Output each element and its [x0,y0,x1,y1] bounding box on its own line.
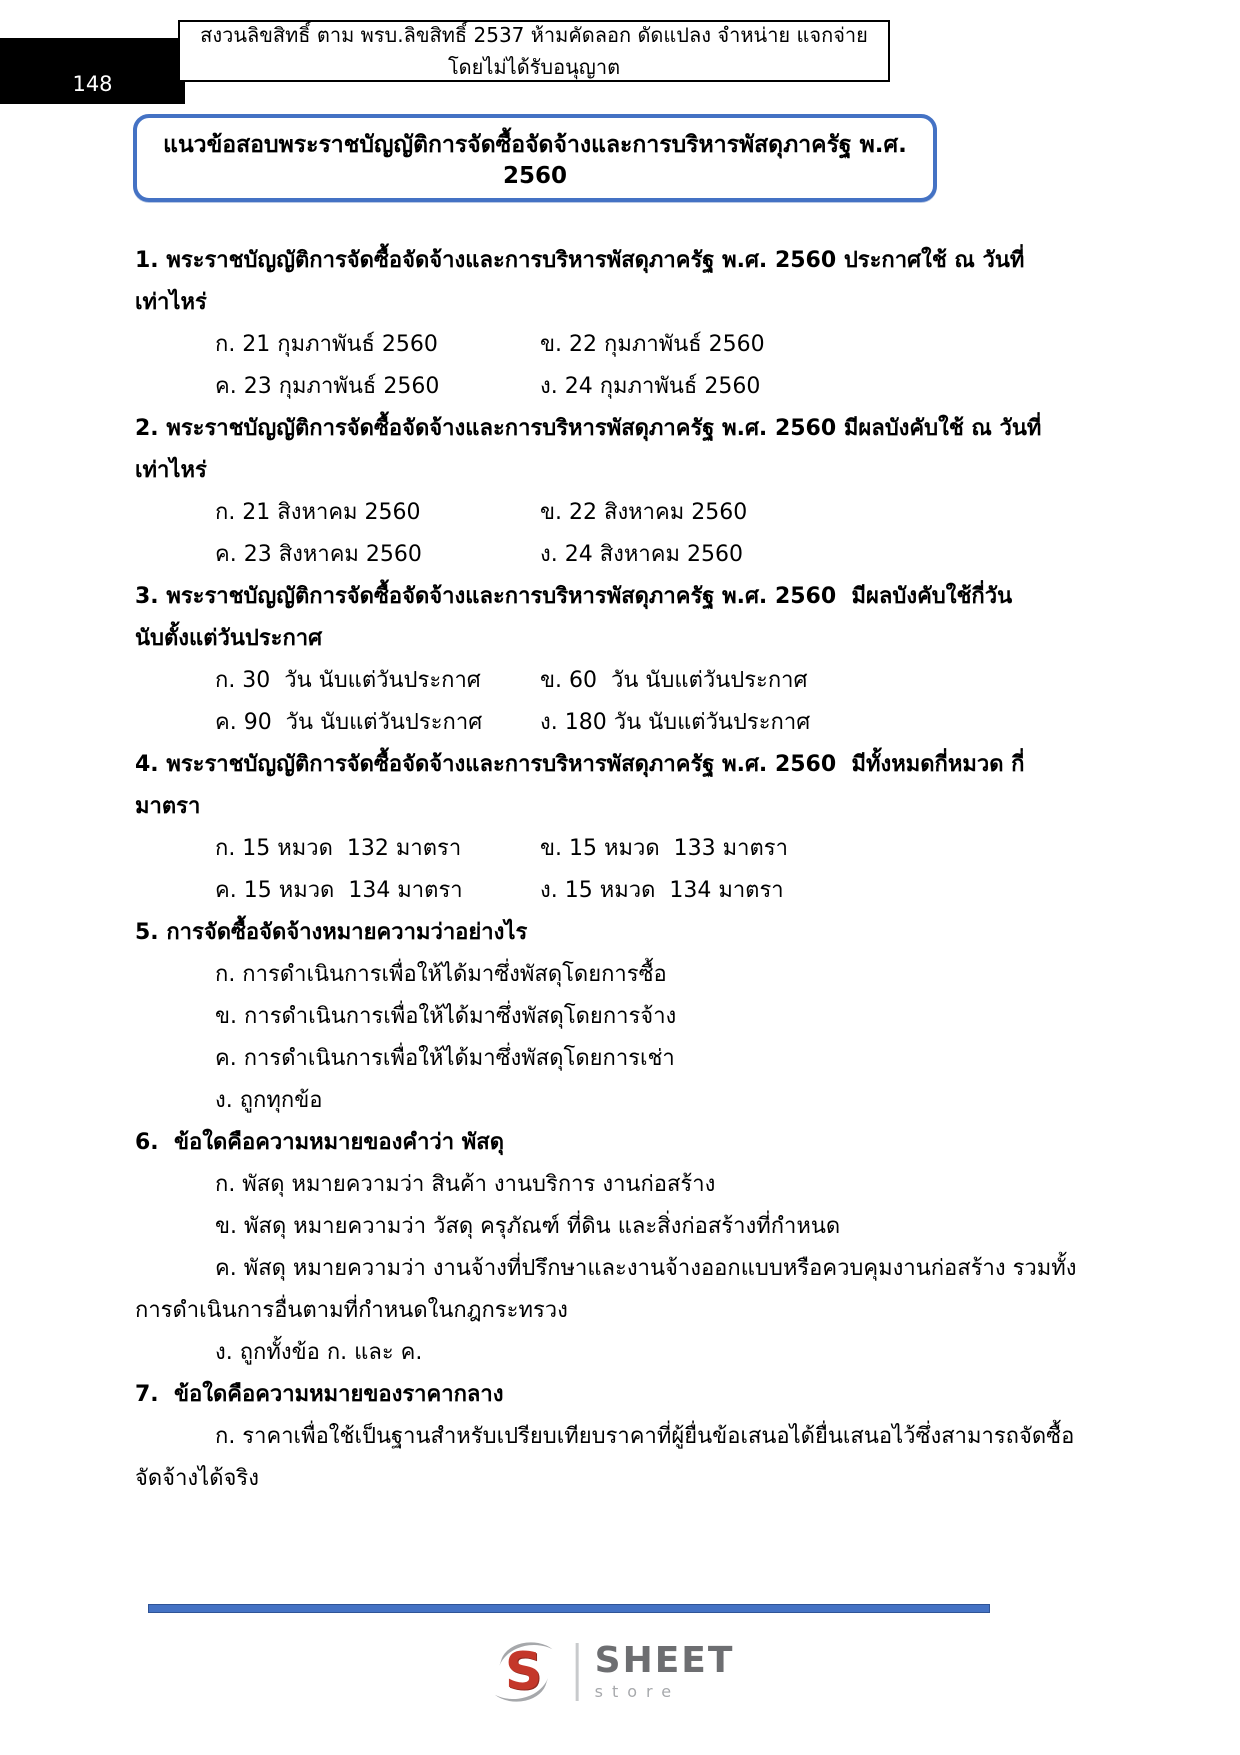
question-text [135,744,1105,828]
question-text [135,1122,1105,1164]
page-number: 148 [72,72,113,96]
answer-option-line: ก. 21 กุมภาพันธ์ 2560 [215,332,438,357]
answer-option-line: ง. 24 กุมภาพันธ์ 2560 [540,374,761,399]
answer-option [540,870,1105,912]
answer-option-line: ค. 90 วัน นับแต่วันประกาศ [215,710,483,735]
answer-option [540,366,1105,408]
logo-letter: S [504,1642,543,1702]
answer-option-line: ก. การดำเนินการเพื่อให้ได้มาซึ่งพัสดุโดยการซื้อ [215,962,667,987]
question-text-line: 7. ข้อใดคือความหมายของราคากลาง [135,1382,504,1407]
page-number-box [0,38,185,104]
answer-option [135,996,1105,1038]
question [135,1374,1105,1500]
question-text [135,408,1105,492]
answer-option [215,702,540,744]
question-text-line: เท่าไหร่ [135,290,207,315]
answer-option [540,702,1105,744]
answer-option-line: ก. 15 หมวด 132 มาตรา [215,836,462,861]
answer-option [135,1164,1105,1206]
question [135,1122,1105,1374]
copyright-notice-box [178,20,890,82]
answer-option [540,324,1105,366]
answer-option-line: ง. ถูกทั้งข้อ ก. และ ค. [215,1340,423,1365]
question [135,744,1105,912]
answer-option [215,660,540,702]
answer-option-line: ข. 22 สิงหาคม 2560 [540,500,748,525]
question [135,408,1105,576]
answer-option [540,828,1105,870]
answer-option-line: ค. 23 กุมภาพันธ์ 2560 [215,374,440,399]
question-options [135,828,1105,912]
answer-option [135,1416,1105,1500]
answer-option-line: ค. 15 หมวด 134 มาตรา [215,878,463,903]
question-options [135,954,1105,1122]
question-text-line: 3. พระราชบัญญัติการจัดซื้อจัดจ้างและการบริหารพัสดุภาครัฐ พ.ศ. 2560 มีผลบังคับใช้กี่วัน [135,584,1013,609]
answer-option [540,534,1105,576]
question-text-line: มาตรา [135,794,201,819]
answer-option [135,1038,1105,1080]
footer-divider [148,1604,990,1613]
question-text-line: 1. พระราชบัญญัติการจัดซื้อจัดจ้างและการบริหารพัสดุภาครัฐ พ.ศ. 2560 ประกาศใช้ ณ วันที่ [135,248,1025,273]
question-text-line: นับตั้งแต่วันประกาศ [135,626,323,651]
answer-option [215,324,540,366]
answer-option-line: ก. พัสดุ หมายความว่า สินค้า งานบริการ งานก่อสร้าง [215,1172,716,1197]
question [135,912,1105,1122]
logo-brand: SHEET [594,1640,735,1681]
answer-option-line: จัดจ้างได้จริง [135,1466,259,1491]
question-text-line: เท่าไหร่ [135,458,207,483]
answer-option-line: ง. 24 สิงหาคม 2560 [540,542,743,567]
answer-option-line: ข. การดำเนินการเพื่อให้ได้มาซึ่งพัสดุโดยการจ้าง [215,1004,677,1029]
question-text-line: 5. การจัดซื้อจัดจ้างหมายความว่าอย่างไร [135,920,528,945]
answer-option-line: ข. 15 หมวด 133 มาตรา [540,836,788,861]
question-text-line: 2. พระราชบัญญัติการจัดซื้อจัดจ้างและการบริหารพัสดุภาครัฐ พ.ศ. 2560 มีผลบังคับใช้ ณ วันที่ [135,416,1042,441]
question-options [135,1164,1105,1374]
sheet-store-logo [486,1634,735,1710]
answer-option-line: ง. 180 วัน นับแต่วันประกาศ [540,710,811,735]
questions [135,240,1105,1500]
answer-option [215,870,540,912]
question-text [135,1374,1105,1416]
question-text-line: 6. ข้อใดคือความหมายของคำว่า พัสดุ [135,1130,505,1155]
question [135,576,1105,744]
answer-option [135,954,1105,996]
question [135,240,1105,408]
answer-option [135,1248,1105,1332]
logo-divider [576,1643,579,1701]
answer-option-line: ง. ถูกทุกข้อ [215,1088,323,1113]
exam-title-box [133,114,937,202]
answer-option [215,366,540,408]
answer-option-line: ก. ราคาเพื่อใช้เป็นฐานสำหรับเปรียบเทียบราคาที่ผู้ยื่นข้อเสนอได้ยื่นเสนอไว้ซึ่งสามารถจัดซื้อ [215,1424,1075,1449]
answer-option [215,492,540,534]
answer-option [215,534,540,576]
question-options [135,1416,1105,1500]
answer-option-line: ก. 21 สิงหาคม 2560 [215,500,421,525]
question-options [135,660,1105,744]
answer-option [540,492,1105,534]
answer-option [135,1080,1105,1122]
answer-option-line: ก. 30 วัน นับแต่วันประกาศ [215,668,481,693]
answer-option-line: การดำเนินการอื่นตามที่กำหนดในกฎกระทรวง [135,1298,568,1323]
question-text [135,912,1105,954]
copyright-text: สงวนลิขสิทธิ์ ตาม พรบ.ลิขสิทธิ์ 2537 ห้ามคัดลอก ดัดแปลง จำหน่าย แจกจ่าย โดยไม่ได้รับอนุญาต [200,23,868,79]
answer-option-line: ข. 60 วัน นับแต่วันประกาศ [540,668,808,693]
question-text [135,576,1105,660]
answer-option-line: ข. พัสดุ หมายความว่า วัสดุ ครุภัณฑ์ ที่ดิน และสิ่งก่อสร้างที่กำหนด [215,1214,841,1239]
question-text-line: 4. พระราชบัญญัติการจัดซื้อจัดจ้างและการบริหารพัสดุภาครัฐ พ.ศ. 2560 มีทั้งหมดกี่หมวด กี่ [135,752,1025,777]
answer-option-line: ค. การดำเนินการเพื่อให้ได้มาซึ่งพัสดุโดยการเช่า [215,1046,675,1071]
exam-title: แนวข้อสอบพระราชบัญญัติการจัดซื้อจัดจ้างและการบริหารพัสดุภาครัฐ พ.ศ. 2560 [163,132,907,189]
sheet-logo-icon [486,1634,562,1710]
answer-option-line: ค. พัสดุ หมายความว่า งานจ้างที่ปรึกษาและงานจ้างออกแบบหรือควบคุมงานก่อสร้าง รวมทั้ง [215,1256,1077,1281]
answer-option [540,660,1105,702]
question-options [135,324,1105,408]
question-text [135,240,1105,324]
question-options [135,492,1105,576]
answer-option-line: ง. 15 หมวด 134 มาตรา [540,878,784,903]
answer-option [135,1206,1105,1248]
logo-brand-sub: store [594,1682,681,1701]
answer-option-line: ข. 22 กุมภาพันธ์ 2560 [540,332,765,357]
answer-option [215,828,540,870]
logo-text [595,1642,735,1702]
answer-option [135,1332,1105,1374]
answer-option-line: ค. 23 สิงหาคม 2560 [215,542,422,567]
